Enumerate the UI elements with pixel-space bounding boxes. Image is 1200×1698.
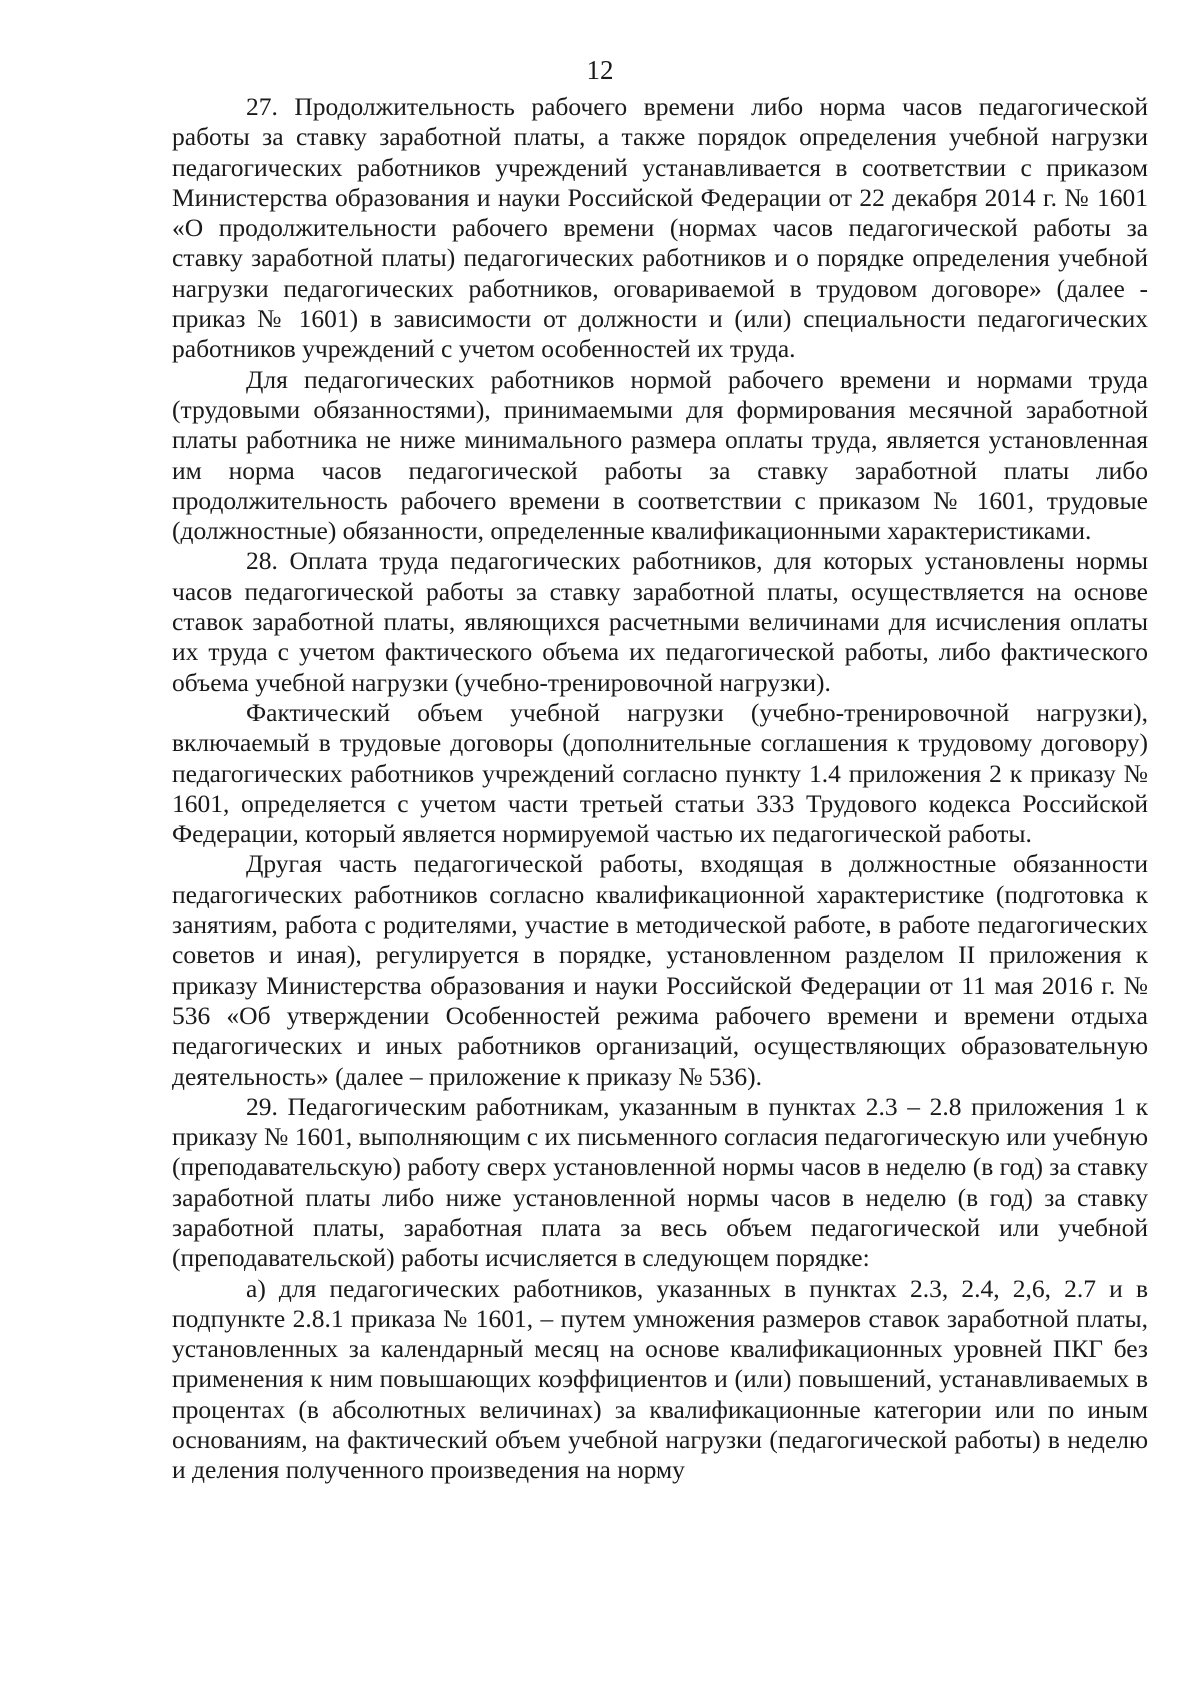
paragraph-29-subitem-a: а) для педагогических работников, указанных в пунктах 2.3, 2.4, 2,6, 2.7 и в подпункте 2.8.1 приказа № 1601, – путем умножения размеров ставок заработной платы, установленных за календарный месяц на основе квалификационных уровней ПКГ без применения к ним повышающих коэффициентов и (или) повышений, устанавливаемых в процентах (в абсолютных величинах) за квалификационные категории или по иным основаниям, на фактический объем учебной нагрузки (педагогической работы) в неделю и деления полученного произведения на норму [172,1273,1148,1485]
paragraph-29: 29. Педагогическим работникам, указанным в пунктах 2.3 – 2.8 приложения 1 к приказу № 1601, выполняющим с их письменного согласия педагогическую или учебную (преподавательскую) работу сверх установленной нормы часов в неделю (в год) за ставку заработной платы либо ниже установленной нормы часов в неделю (в год) за ставку заработной платы, заработная плата за весь объем педагогической или учебной (преподавательской) работы исчисляется в следующем порядке: [172,1091,1148,1273]
paragraph-28: 28. Оплата труда педагогических работников, для которых установлены нормы часов педагогической работы за ставку заработной платы, осуществляется на основе ставок заработной платы, являющихся расчетными величинами для исчисления оплаты их труда с учетом фактического объема их педагогической работы, либо фактического объема учебной нагрузки (учебно-тренировочной нагрузки). [172,546,1148,697]
paragraph-28-other-work: Другая часть педагогической работы, входящая в должностные обязанности педагогических работников согласно квалификационной характеристике (подготовка к занятиям, работа с родителями, участие в методической работе, в работе педагогических советов и иная), регулируется в порядке, установленном разделом II приложения к приказу Министерства образования и науки Российской Федерации от 11 мая 2016 г. № 536 «Об утверждении Особенностей режима рабочего времени и времени отдыха педагогических и иных работников организаций, осуществляющих образовательную деятельность» (далее – приложение к приказу № 536). [172,849,1148,1091]
document-body [172,92,1148,1486]
page-number: 12 [586,55,614,85]
paragraph-27-work-time-norm: Для педагогических работников нормой рабочего времени и нормами труда (трудовыми обязанностями), принимаемыми для формирования месячной заработной платы работника не ниже минимального размера оплаты труда, является установленная им норма часов педагогической работы за ставку заработной платы либо продолжительность рабочего времени в соответствии с приказом № 1601, трудовые (должностные) обязанности, определенные квалификационными характеристиками. [172,364,1148,546]
paragraph-28-actual-load: Фактический объем учебной нагрузки (учебно-тренировочной нагрузки), включаемый в трудовые договоры (дополнительные соглашения к трудовому договору) педагогических работников учреждений согласно пункту 1.4 приложения 2 к приказу № 1601, определяется с учетом части третьей статьи 333 Трудового кодекса Российской Федерации, который является нормируемой частью их педагогической работы. [172,697,1148,849]
paragraph-27: 27. Продолжительность рабочего времени либо норма часов педагогической работы за ставку заработной платы, а также порядок определения учебной нагрузки педагогических работников учреждений устанавливается в соответствии с приказом Министерства образования и науки Российской Федерации от 22 декабря 2014 г. № 1601 «О продолжительности рабочего времени (нормах часов педагогической работы за ставку заработной платы) педагогических работников и о порядке определения учебной нагрузки педагогических работников, оговариваемой в трудовом договоре» (далее - приказ № 1601) в зависимости от должности и (или) специальности педагогических работников учреждений с учетом особенностей их труда. [172,92,1148,364]
